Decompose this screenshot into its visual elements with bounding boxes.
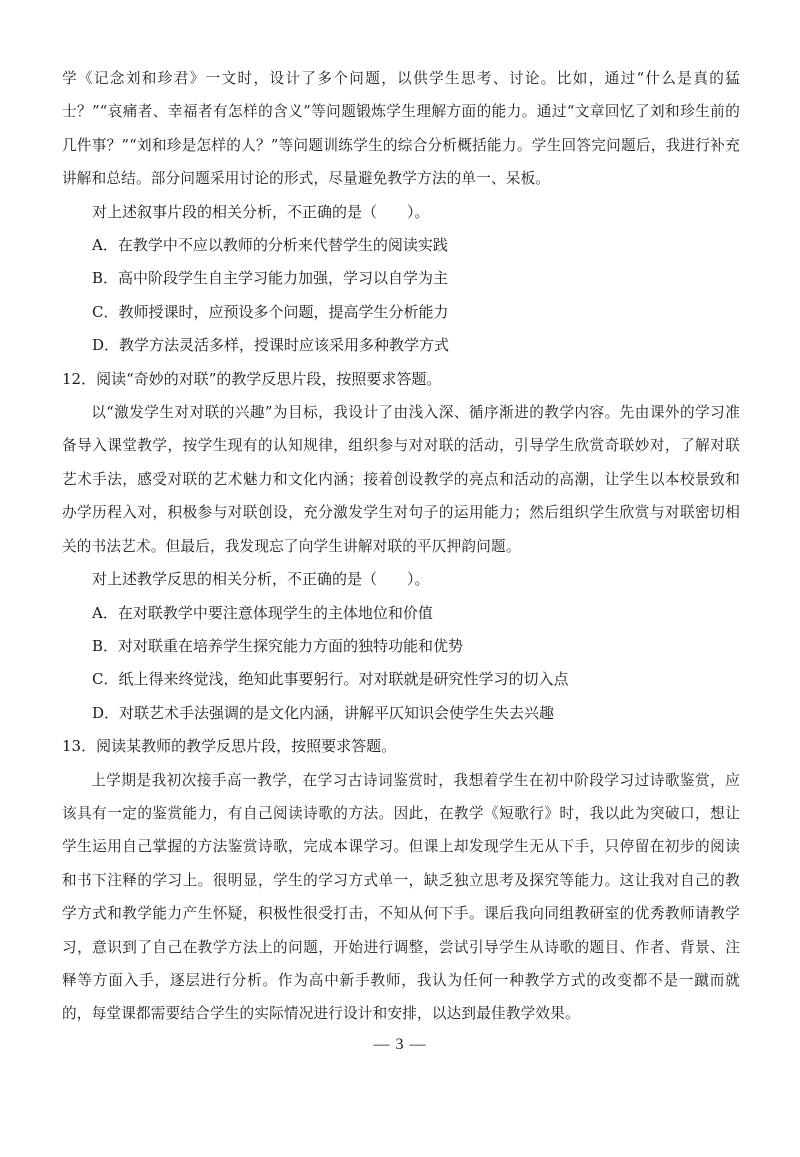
question-11-option-b: B．高中阶段学生自主学习能力加强，学习以自学为主 [92,269,449,288]
question-12-option-c: C．纸上得来终觉浅，绝知此事要躬行。对对联就是研究性学习的切入点 [92,670,569,689]
question-12-heading: 12．阅读“奇妙的对联”的教学反思片段，按照要求答题。 [62,369,442,388]
question-12-option-a: A．在对联教学中要注意体现学生的主体地位和价值 [92,603,433,622]
question-12-stem: 对上述教学反思的相关分析，不正确的是（ ）。 [92,570,430,589]
intro-paragraph: 学《记念刘和珍君》一文时，设计了多个问题，以供学生思考、讨论。比如，通过“什么是真的猛士？”“哀痛者、幸福者有怎样的含义”等问题锻炼学生理解方面的能力。通过“文章回忆了刘和珍生前的几件事？”“刘和珍是怎样的人？”等问题训练学生的综合分析概括能力。学生回答完问题后，我进行补充讲解和总结。部分问题采用讨论的形式，尽量避免教学方法的单一、呆板。 [62,70,740,188]
question-11-option-d: D．教学方法灵活多样，授课时应该采用多种教学方式 [92,336,450,355]
question-11-option-a: A．在教学中不应以教师的分析来代替学生的阅读实践 [92,236,448,255]
question-13-passage: 上学期是我初次接手高一教学，在学习古诗词鉴赏时，我想着学生在初中阶段学习过诗歌鉴赏，应该具有一定的鉴赏能力，有自己阅读诗歌的方法。因此，在教学《短歌行》时，我以此为突破口，想让学生运用自己掌握的方法鉴赏诗歌，完成本课学习。但课上却发现学生无从下手，只停留在初步的阅读和书下注释的学习上。很明显，学生的学习方式单一，缺乏独立思考及探究等能力。这让我对自己的教学方式和教学能力产生怀疑，积极性很受打击，不知从何下手。课后我向同组教研室的优秀教师请教学习，意识到了自己在教学方法上的问题，开始进行调整，尝试引导学生从诗歌的题目、作者、背景、注释等方面入手，逐层进行分析。作为高中新手教师，我认为任何一种教学方式的改变都不是一蹴而就的，每堂课都需要结合学生的实际情况进行设计和安排，以达到最佳教学效果。 [62,771,740,1023]
question-12-option-b: B．对对联重在培养学生探究能力方面的独特功能和优势 [92,636,464,655]
exam-page [62,62,740,1031]
question-12-option-d: D．对联艺术手法强调的是文化内涵，讲解平仄知识会使学生失去兴趣 [92,703,555,722]
question-12-passage: 以“激发学生对对联的兴趣”为目标，我设计了由浅入深、循序渐进的教学内容。先由课外的学习准备导入课堂教学，按学生现有的认知规律，组织参与对对联的活动，引导学生欣赏奇联妙对，了解对联艺术手法，感受对联的艺术魅力和文化内涵；接着创设教学的亮点和活动的高潮，让学生以本校景致和办学历程入对，积极参与对联创设，充分激发学生对句子的运用能力；然后组织学生欣赏与对联密切相关的书法艺术。但最后，我发现忘了向学生讲解对联的平仄押韵问题。 [62,404,740,555]
question-11-option-c: C．教师授课时，应预设多个问题，提高学生分析能力 [92,302,449,321]
page-number: — 3 — [373,1036,427,1053]
question-13-heading: 13．阅读某教师的教学反思片段，按照要求答题。 [62,737,397,756]
question-11-stem: 对上述叙事片段的相关分析，不正确的是（ ）。 [92,202,430,221]
